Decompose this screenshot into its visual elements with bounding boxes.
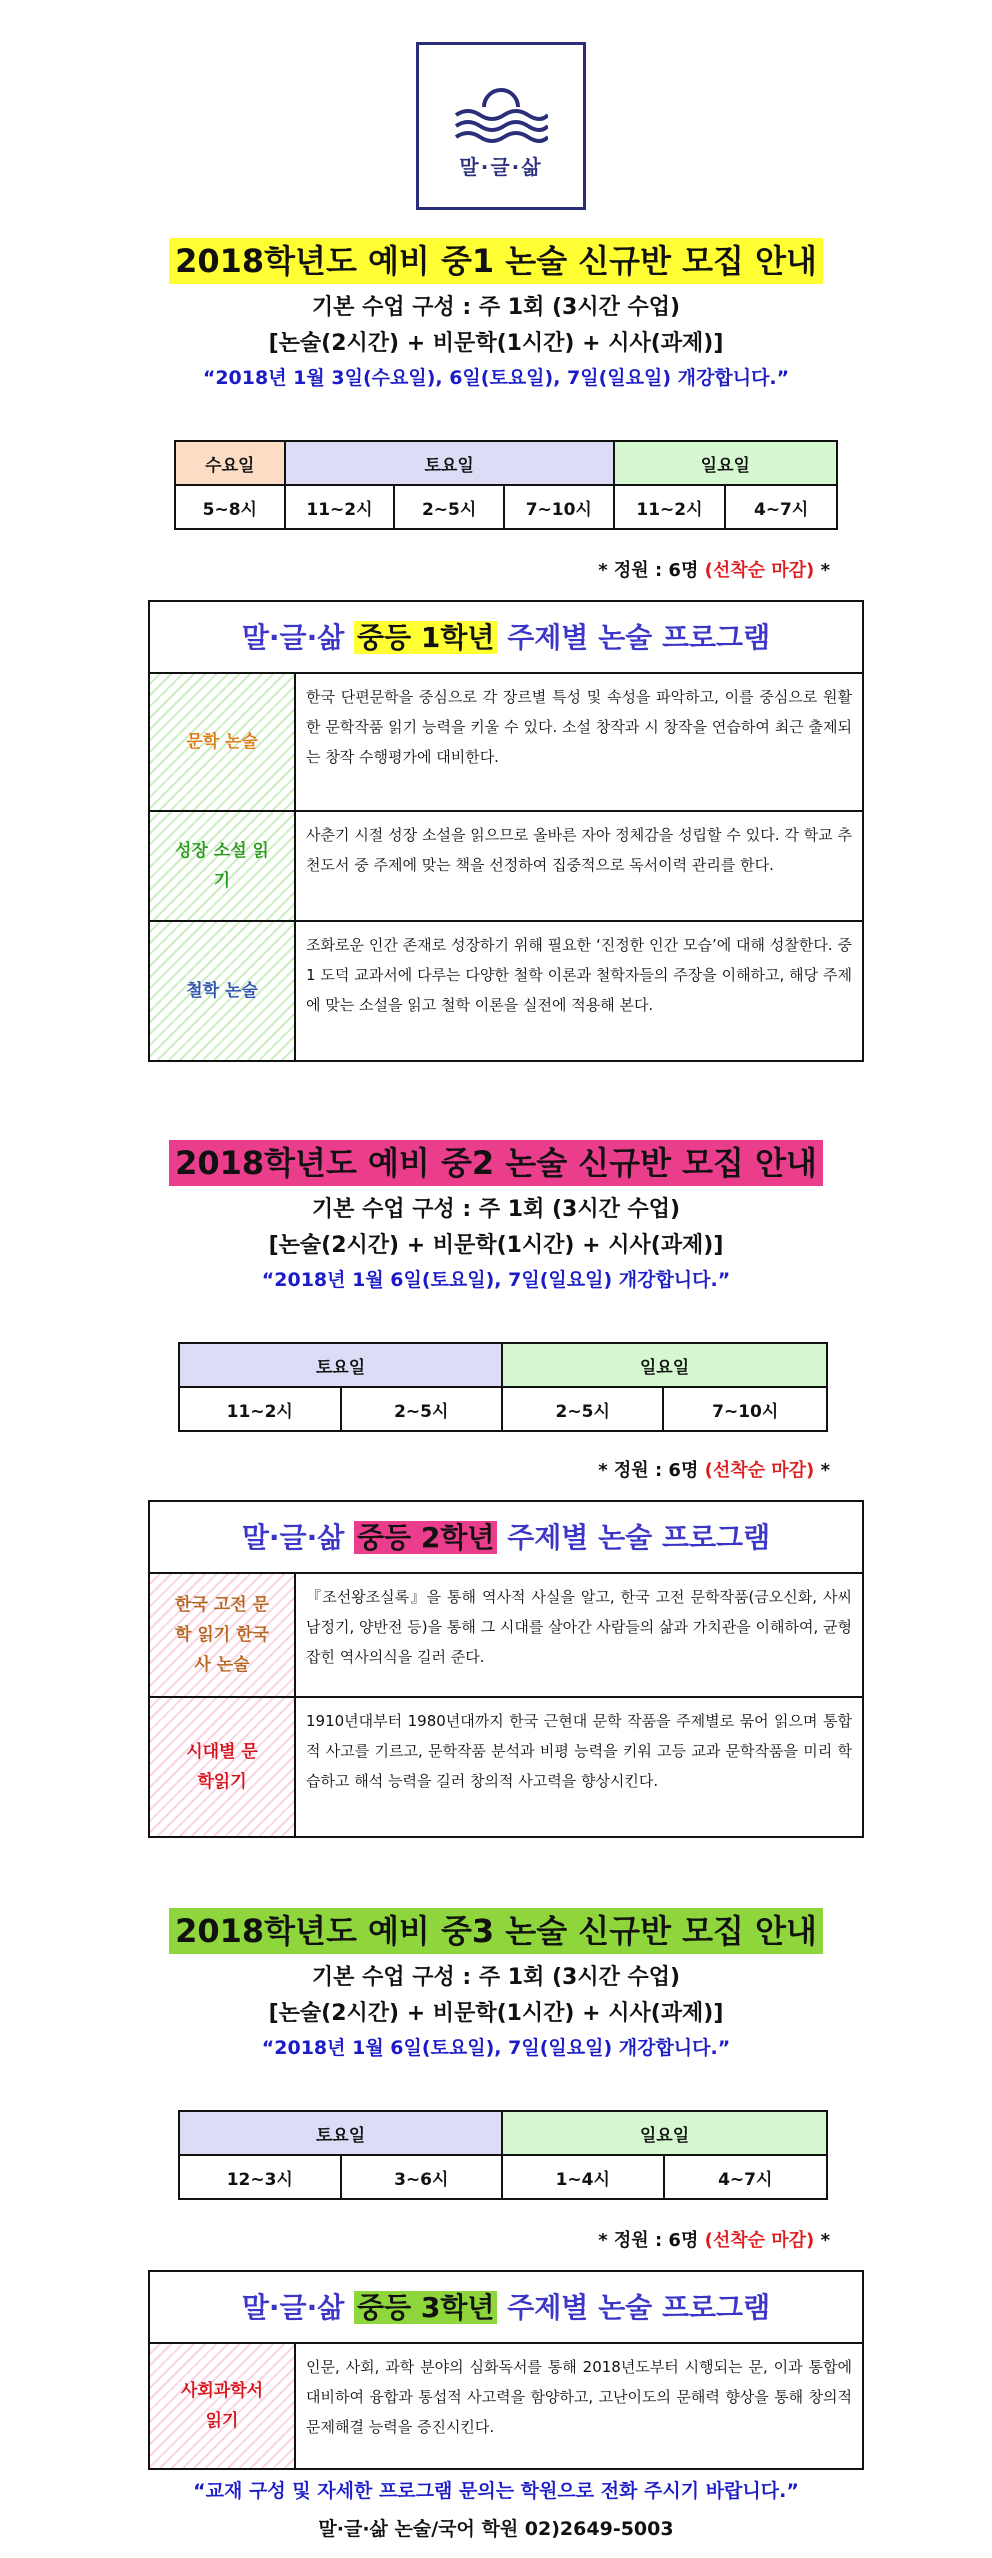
program-header bbox=[150, 602, 862, 674]
academy-logo bbox=[416, 42, 586, 210]
program-row bbox=[150, 1698, 862, 1836]
day-header: 토요일 bbox=[285, 441, 614, 485]
day-header: 토요일 bbox=[179, 1343, 502, 1387]
section-title bbox=[0, 238, 992, 284]
schedule-table bbox=[174, 440, 838, 530]
opening-notice: “2018년 1월 6일(토요일), 7일(일요일) 개강합니다.” bbox=[261, 2037, 731, 2059]
basic-structure: 기본 수업 구성 : 주 1회 (3시간 수업) bbox=[311, 1965, 681, 1990]
program-header bbox=[150, 1502, 862, 1574]
day-header: 토요일 bbox=[179, 2111, 502, 2155]
day-header: 일요일 bbox=[614, 441, 837, 485]
program-table bbox=[148, 600, 864, 1062]
time-slot: 2~5시 bbox=[502, 1387, 663, 1431]
program-desc: 인문, 사회, 과학 분야의 심화독서를 통해 2018년도부터 시행되는 문, 이과 통합에 대비하여 융합과 통섭적 사고력을 함양하고, 고난이도의 문해력 향상을 통해 창의적 문제해결 능력을 증진시킨다. bbox=[306, 2358, 852, 2436]
program-table bbox=[148, 2270, 864, 2470]
program-desc: 1910년대부터 1980년대까지 한국 근현대 문학 작품을 주제별로 묶어 읽으며 통합적 사고를 기르고, 문학작품 분석과 비평 능력을 키워 고등 교과 문학작품을 미리 학습하고 해석 능력을 길러 창의적 사고력을 향상시킨다. bbox=[306, 1712, 852, 1790]
logo-text: 말·글·삶 bbox=[459, 155, 543, 179]
section-title bbox=[0, 1908, 992, 1954]
capacity-end-mark: * bbox=[820, 1460, 830, 1481]
class-composition: [논술(2시간) + 비문학(1시간) + 시사(과제)] bbox=[268, 1233, 724, 1258]
capacity-text: * 정원 : 6명 bbox=[598, 560, 699, 581]
section-title-text: 2018학년도 예비 중3 논술 신규반 모집 안내 bbox=[169, 1908, 823, 1954]
program-label: 시대별 문학읽기 bbox=[150, 1698, 296, 1836]
program-desc: 사춘기 시절 성장 소설을 읽으므로 올바른 자아 정체감을 성립할 수 있다. 각 학교 추천도서 중 주제에 맞는 책을 선정하여 집중적으로 독서이력 관리를 한다. bbox=[306, 826, 852, 874]
program-brand: 말·글·삶 bbox=[241, 621, 345, 654]
day-header: 일요일 bbox=[502, 2111, 827, 2155]
program-grade: 중등 1학년 bbox=[354, 621, 497, 654]
time-slot: 4~7시 bbox=[664, 2155, 828, 2199]
program-label: 한국 고전 문학 읽기 한국사 논술 bbox=[150, 1574, 296, 1696]
schedule-table bbox=[178, 2110, 828, 2200]
program-label: 문학 논술 bbox=[150, 674, 296, 810]
section-title-text: 2018학년도 예비 중1 논술 신규반 모집 안내 bbox=[169, 238, 823, 284]
program-grade: 중등 3학년 bbox=[354, 2291, 497, 2324]
time-slot: 4~7시 bbox=[725, 485, 837, 529]
program-row bbox=[150, 922, 862, 1060]
section-grade2 bbox=[0, 1140, 992, 1294]
section-title bbox=[0, 1140, 992, 1186]
capacity-note bbox=[598, 2226, 830, 2252]
program-subtitle: 주제별 논술 프로그램 bbox=[507, 2291, 771, 2324]
program-row bbox=[150, 812, 862, 922]
program-label: 철학 논술 bbox=[150, 922, 296, 1060]
capacity-first-come: (선착순 마감) bbox=[704, 1460, 815, 1481]
capacity-end-mark: * bbox=[820, 2230, 830, 2251]
capacity-first-come: (선착순 마감) bbox=[704, 560, 815, 581]
basic-structure: 기본 수업 구성 : 주 1회 (3시간 수업) bbox=[311, 295, 681, 320]
capacity-end-mark: * bbox=[820, 560, 830, 581]
wave-sun-icon bbox=[454, 85, 548, 145]
program-row bbox=[150, 1574, 862, 1698]
program-row bbox=[150, 2344, 862, 2468]
program-desc: 『조선왕조실록』을 통해 역사적 사실을 알고, 한국 고전 문학작품(금오신화, 사씨남정기, 양반전 등)을 통해 그 시대를 살아간 사람들의 삶과 가치관을 이해하여, 균형 잡힌 역사의식을 길러 준다. bbox=[306, 1588, 853, 1666]
program-subtitle: 주제별 논술 프로그램 bbox=[507, 1521, 771, 1554]
program-brand: 말·글·삶 bbox=[241, 2291, 345, 2324]
footer-notice: “교재 구성 및 자세한 프로그램 문의는 학원으로 전화 주시기 바랍니다.” bbox=[193, 2480, 799, 2502]
capacity-first-come: (선착순 마감) bbox=[704, 2230, 815, 2251]
program-label: 성장 소설 읽기 bbox=[150, 812, 296, 920]
time-slot: 7~10시 bbox=[504, 485, 614, 529]
time-slot: 2~5시 bbox=[341, 1387, 502, 1431]
footer-contact: 말·글·삶 논술/국어 학원 02)2649-5003 bbox=[318, 2518, 674, 2540]
day-header: 수요일 bbox=[175, 441, 285, 485]
program-desc: 한국 단편문학을 중심으로 각 장르별 특성 및 속성을 파악하고, 이를 중심으로 원활한 문학작품 읽기 능력을 키울 수 있다. 소설 창작과 시 창작을 연습하여 최근 출제되는 창작 수행평가에 대비한다. bbox=[306, 688, 852, 766]
class-composition: [논술(2시간) + 비문학(1시간) + 시사(과제)] bbox=[268, 2001, 724, 2026]
program-desc: 조화로운 인간 존재로 성장하기 위해 필요한 ‘진정한 인간 모습’에 대해 성찰한다. 중1 도덕 교과서에 다루는 다양한 철학 이론과 철학자들의 주장을 이해하고, 해당 주제에 맞는 소설을 읽고 철학 이론을 실전에 적용해 본다. bbox=[306, 936, 852, 1014]
program-brand: 말·글·삶 bbox=[241, 1521, 345, 1554]
basic-structure: 기본 수업 구성 : 주 1회 (3시간 수업) bbox=[311, 1197, 681, 1222]
opening-notice: “2018년 1월 6일(토요일), 7일(일요일) 개강합니다.” bbox=[261, 1269, 731, 1291]
time-slot: 11~2시 bbox=[614, 485, 726, 529]
capacity-note bbox=[598, 556, 830, 582]
time-slot: 3~6시 bbox=[341, 2155, 502, 2199]
time-slot: 5~8시 bbox=[175, 485, 285, 529]
time-slot: 11~2시 bbox=[179, 1387, 341, 1431]
time-slot: 2~5시 bbox=[394, 485, 504, 529]
program-grade: 중등 2학년 bbox=[354, 1521, 497, 1554]
schedule-table bbox=[178, 1342, 828, 1432]
day-header: 일요일 bbox=[502, 1343, 827, 1387]
section-grade3 bbox=[0, 1908, 992, 2062]
time-slot: 7~10시 bbox=[663, 1387, 827, 1431]
opening-notice: “2018년 1월 3일(수요일), 6일(토요일), 7일(일요일) 개강합니다.” bbox=[202, 367, 790, 389]
program-row bbox=[150, 674, 862, 812]
capacity-text: * 정원 : 6명 bbox=[598, 2230, 699, 2251]
section-title-text: 2018학년도 예비 중2 논술 신규반 모집 안내 bbox=[169, 1140, 823, 1186]
time-slot: 1~4시 bbox=[502, 2155, 663, 2199]
capacity-note bbox=[598, 1456, 830, 1482]
time-slot: 11~2시 bbox=[285, 485, 395, 529]
capacity-text: * 정원 : 6명 bbox=[598, 1460, 699, 1481]
class-composition: [논술(2시간) + 비문학(1시간) + 시사(과제)] bbox=[268, 331, 724, 356]
section-grade1 bbox=[0, 238, 992, 392]
program-header bbox=[150, 2272, 862, 2344]
program-table bbox=[148, 1500, 864, 1838]
time-slot: 12~3시 bbox=[179, 2155, 341, 2199]
program-subtitle: 주제별 논술 프로그램 bbox=[507, 621, 771, 654]
program-label: 사회과학서 읽기 bbox=[150, 2344, 296, 2468]
